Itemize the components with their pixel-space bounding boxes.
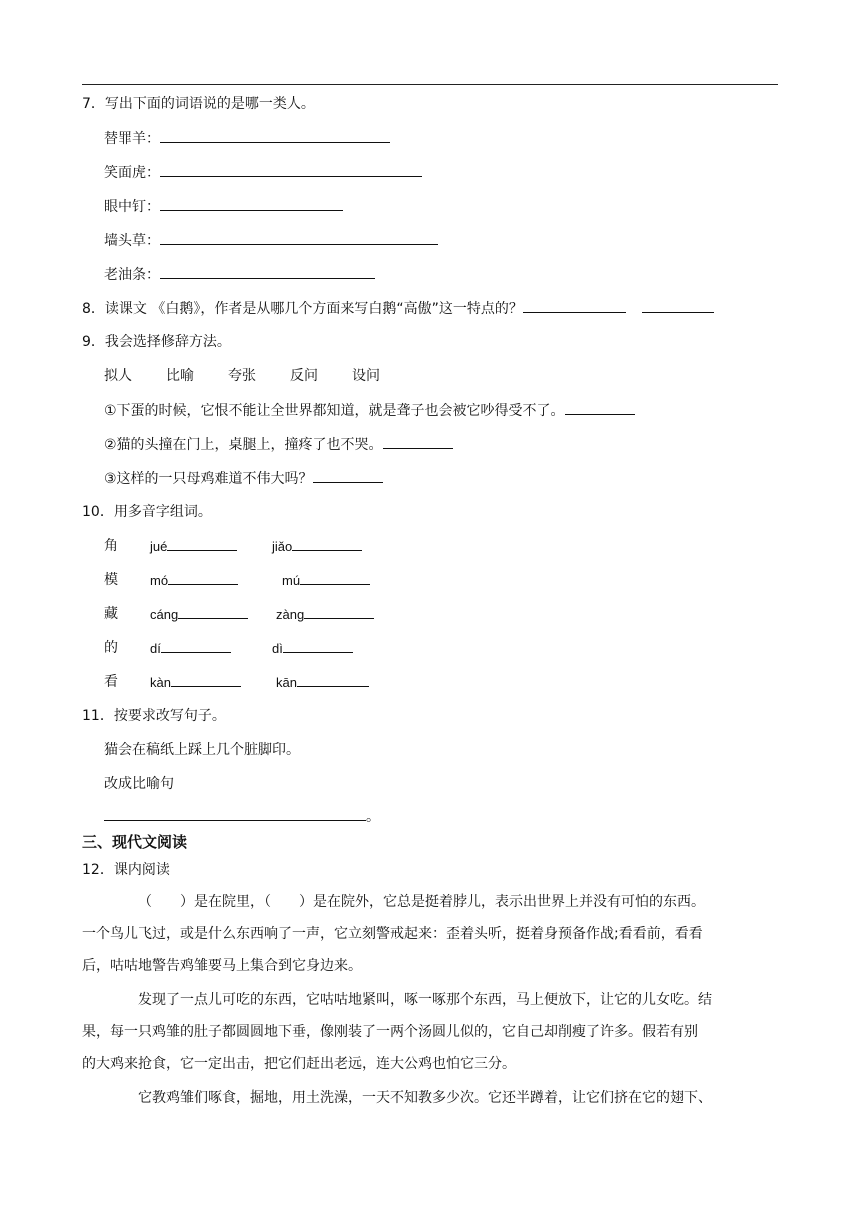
- q10-pinyin-2: [272, 536, 362, 557]
- pinyin-label: kàn: [150, 675, 171, 690]
- q7-item-2: [104, 162, 422, 183]
- q9-option: 拟人: [104, 368, 132, 384]
- q9-option: 夸张: [228, 368, 256, 384]
- section-title: 三、现代文阅读: [82, 833, 188, 851]
- q7-item-3: [104, 196, 343, 217]
- q8-question: [82, 298, 714, 319]
- q9-sentence-1: [104, 400, 635, 421]
- answer-blank[interactable]: [168, 570, 238, 585]
- answer-blank[interactable]: [161, 638, 231, 653]
- q9-sentence-text: ②猫的头撞在门上，桌腿上，撞疼了也不哭。: [104, 437, 383, 453]
- pinyin-label: mú: [282, 573, 301, 588]
- q10-pinyin-1: [150, 536, 237, 557]
- answer-blank[interactable]: [565, 400, 635, 415]
- q11-sentence: 猫会在稿纸上踩上几个脏脚印。: [104, 742, 300, 758]
- q10-pinyin-2: [276, 672, 369, 693]
- q10-pinyin-2: [276, 604, 374, 625]
- q9-option: 设问: [352, 368, 380, 384]
- q10-row: 看: [104, 674, 118, 690]
- passage-line: 它教鸡雏们啄食，掘地，用土洗澡，一天不知教多少次。它还半蹲着，让它们挤在它的翅下、: [138, 1090, 712, 1106]
- passage-line: 一个鸟儿飞过，或是什么东西响了一声，它立刻警戒起来：歪着头听，挺着身预备作战;看看前，看看: [82, 926, 703, 942]
- q11-instruction: 改成比喻句: [104, 776, 174, 792]
- q9-title: 9．我会选择修辞方法。: [82, 334, 231, 350]
- passage-line: （ ）是在院里，（ ）是在院外，它总是挺着脖儿，表示出世界上并没有可怕的东西。: [138, 894, 705, 910]
- pinyin-label: dì: [272, 641, 283, 656]
- q10-row: 的: [104, 640, 118, 656]
- pinyin-label: zàng: [276, 607, 305, 622]
- q12-title: 12．课内阅读: [82, 862, 170, 878]
- answer-blank[interactable]: [160, 264, 375, 279]
- q7-item-label: 替罪羊：: [104, 131, 160, 147]
- q7-title: 7．写出下面的词语说的是哪一类人。: [82, 96, 315, 112]
- passage-line: 的大鸡来抢食，它一定出击，把它们赶出老远，连大公鸡也怕它三分。: [82, 1056, 516, 1072]
- answer-blank[interactable]: [523, 298, 626, 313]
- q9-sentence-3: [104, 468, 383, 489]
- answer-blank[interactable]: [283, 638, 353, 653]
- answer-blank[interactable]: [178, 604, 248, 619]
- answer-blank[interactable]: [313, 468, 383, 483]
- answer-blank[interactable]: [642, 298, 714, 313]
- reading-passage: [82, 886, 778, 1114]
- q9-option: 比喻: [166, 368, 194, 384]
- q9-sentence-text: ①下蛋的时候，它恨不能让全世界都知道，就是聋子也会被它吵得受不了。: [104, 403, 565, 419]
- passage-line: 发现了一点儿可吃的东西，它咕咕地紧叫，啄一啄那个东西，马上便放下，让它的儿女吃。结: [138, 992, 712, 1008]
- q7-item-label: 墙头草：: [104, 233, 160, 249]
- q10-pinyin-1: [150, 604, 248, 625]
- q10-row: 模: [104, 572, 118, 588]
- header-rule: [82, 84, 778, 85]
- q11-end-mark: 。: [366, 809, 380, 825]
- answer-blank[interactable]: [160, 128, 390, 143]
- passage-line: 后，咕咕地警告鸡雏要马上集合到它身边来。: [82, 958, 362, 974]
- q7-item-label: 眼中钉：: [104, 199, 160, 215]
- q10-pinyin-2: [272, 638, 353, 659]
- answer-blank[interactable]: [167, 536, 237, 551]
- answer-blank[interactable]: [297, 672, 369, 687]
- passage-line: 果，每一只鸡雏的肚子都圆圆地下垂，像刚装了一两个汤圆儿似的，它自己却削瘦了许多。假若有别: [82, 1024, 698, 1040]
- pinyin-label: cáng: [150, 607, 179, 622]
- q10-pinyin-2: [282, 570, 370, 591]
- q10-pinyin-1: [150, 570, 238, 591]
- answer-blank[interactable]: [383, 434, 453, 449]
- answer-blank[interactable]: [160, 162, 422, 177]
- answer-blank[interactable]: [160, 196, 343, 211]
- answer-blank[interactable]: [300, 570, 370, 585]
- answer-blank[interactable]: [104, 806, 366, 821]
- q10-pinyin-1: [150, 672, 241, 693]
- q7-item-label: 老油条：: [104, 267, 160, 283]
- answer-blank[interactable]: [292, 536, 362, 551]
- answer-blank[interactable]: [160, 230, 438, 245]
- q11-title: 11．按要求改写句子。: [82, 708, 226, 724]
- q10-row: 藏: [104, 606, 118, 622]
- pinyin-label: mó: [150, 573, 169, 588]
- q10-title: 10．用多音字组词。: [82, 504, 212, 520]
- pinyin-label: jiǎo: [272, 539, 293, 554]
- q9-sentence-2: [104, 434, 453, 455]
- pinyin-label: kān: [276, 675, 297, 690]
- answer-blank[interactable]: [171, 672, 241, 687]
- q10-pinyin-1: [150, 638, 231, 659]
- pinyin-label: jué: [150, 539, 168, 554]
- q7-item-label: 笑面虎：: [104, 165, 160, 181]
- answer-blank[interactable]: [304, 604, 374, 619]
- q11-answer: [104, 806, 380, 827]
- q7-item-4: [104, 230, 438, 251]
- q7-item-1: [104, 128, 390, 149]
- q8-text: 8．读课文 《白鹅》，作者是从哪几个方面来写白鹅“高傲”这一特点的？: [82, 301, 523, 317]
- pinyin-label: dí: [150, 641, 161, 656]
- q7-item-5: [104, 264, 375, 285]
- q10-row: 角: [104, 538, 118, 554]
- q9-option: 反问: [290, 368, 318, 384]
- q9-options: [104, 366, 380, 386]
- q9-sentence-text: ③这样的一只母鸡难道不伟大吗？: [104, 471, 313, 487]
